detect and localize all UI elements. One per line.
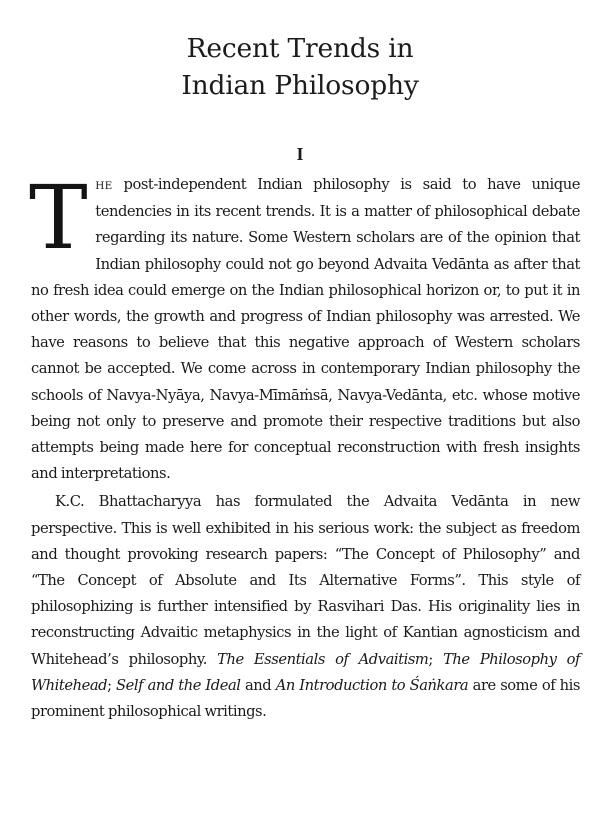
chapter-title-line-2: Indian Philosophy: [181, 70, 419, 101]
book-title-essentials-of-advaitism: The Essentials of Advaitism: [217, 650, 429, 668]
book-title-introduction-to-sankara: An Introduction to Śaṅkara: [275, 676, 469, 694]
book-title-self-and-the-ideal: Self and the Ideal: [116, 676, 241, 694]
section-numeral: I: [296, 144, 304, 164]
paragraph-1: [29, 166, 580, 487]
paragraph-2-text-a: K.C. Bhattacharyya has formulated the Advaita Vedānta in new perspective. This is well exhibited in his serious work: the subject as freedom and thought provoking research papers: “The Concept of Philosophy” and “The Concept of Absolute and Its Alternative Forms”. This style of philosophizing is further intensified by Rasvihari Das. His originality lies in reconstructing Advaitic metaphysics in the light of Kantian agnosticism and Whitehead’s philosophy.: [31, 493, 580, 668]
small-caps-opening: HE: [95, 180, 113, 192]
paragraph-2-text-b: are some of his prominent philosophical writings.: [31, 676, 580, 721]
book-title-philosophy-of-whitehead: The Philosophy of Whitehead: [31, 650, 580, 694]
drop-cap: T: [29, 166, 88, 269]
paragraph-2: [31, 489, 580, 725]
separator: ;: [428, 650, 444, 668]
chapter-title: [0, 30, 600, 104]
chapter-title-line-1: Recent Trends in: [186, 33, 414, 64]
separator: ;: [107, 676, 117, 694]
paragraph-1-text: post-independent Indian philosophy is said to have unique tendencies in its recent trends. It is a matter of philosophical debate regarding its nature. Some Western scholars are of the opinion that Indian philosophy could not go beyond Advaita Vedānta as after that no fresh idea could emerge on the Indian philosophical horizon or, to put it in other words, the growth and progress of Indian philosophy was arrested. We have reasons to believe that this negative approach of Western scholars cannot be accepted. We come across in contemporary Indian philosophy the schools of Navya-Nyāya, Navya-Mīmāṁsā, Navya-Vedānta, etc. whose motive being not only to preserve and promote their respective traditions but also attempts being made here for conceptual reconstruction with fresh insights and interpretations.: [31, 176, 580, 483]
body-text: [29, 166, 580, 725]
separator: and: [240, 676, 276, 694]
